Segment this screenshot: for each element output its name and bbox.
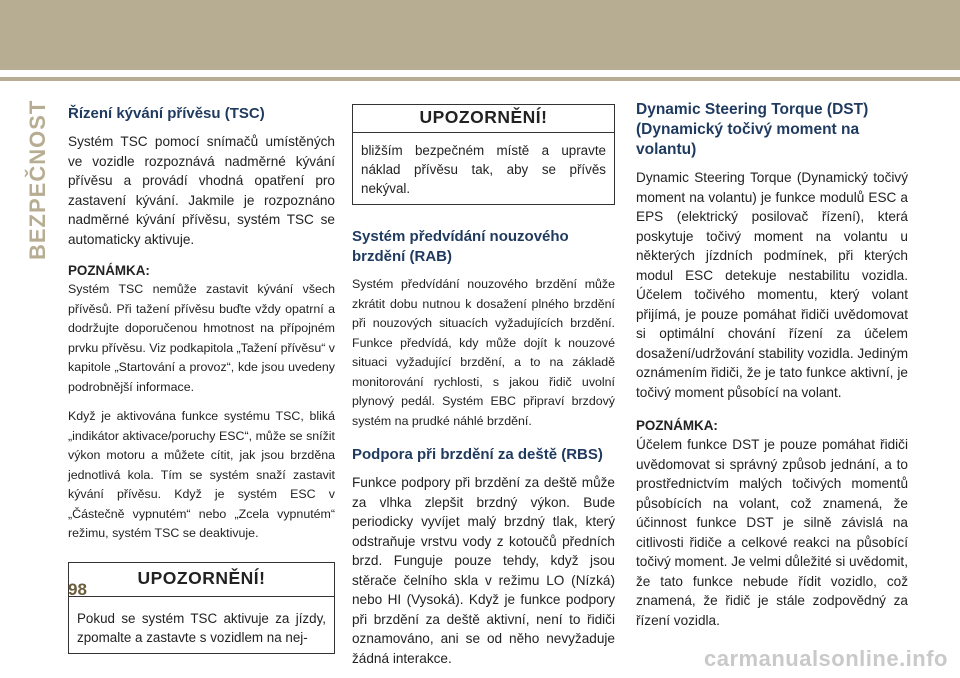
warning-box-continued [352,104,615,205]
warning-box [68,562,335,654]
dst-heading: Dynamic Steering Torque (DST) (Dynamický točivý moment na volantu) [636,101,869,158]
column-2 [352,104,615,668]
note-text: Systém TSC nemůže zastavit kývání všech přívěsů. Při tažení přívěsu buďte vždy opatrní a dodržujte doporučenou hmotnost na přípojném prvku přívěsu. Viz podkapitola „Tažení přívěsu“ v kapitole „Startování a provoz“, kde jsou uvedeny podrobnější informace. [68,282,335,394]
dst-note-text: Účelem funkce DST je pouze pomáhat řidiči uvědomovat si správný způsob jednání, a to prostřednictvím malých točivých momentů působících na volant, což znamená, že účinnost funkce DST je silně závislá na citlivosti řidiče a celkové reakci na působící točivý moment. Je velmi důležité si uvědomit, že tato funkce nebude řídit vozidlo, což znamená, že řidič je stále zodpovědný za řízení vozidla. [636,437,908,628]
tsc-heading: Řízení kývání přívěsu (TSC) [68,105,265,122]
warning-title: UPOZORNĚNÍ! [69,563,334,597]
rab-paragraph: Systém předvídání nouzového brzdění může zkrátit dobu nutnou k dosažení plného brzdění při nouzových situacích vyžadujících brzdění. Funkce předvídá, kdy může dojít k nouzové situaci vyžadující brzdění, a to na základě monitorování rychlosti, s jakou řidič uvolní plynový pedál. Systém EBC připraví brzdový systém na prudké náhlé brzdění. [352,277,615,428]
top-rule [0,77,960,81]
note-label: POZNÁMKA: [68,263,150,278]
page-number: 98 [68,580,87,599]
section-side-tab [25,99,51,260]
column-3 [636,100,908,630]
watermark: carmanualsonline.info [704,646,948,671]
rbs-paragraph: Funkce podpory při brzdění za deště může za vlhka zlepšit brzdný výkon. Bude periodicky vyvíjet malý brzdný tlak, který odstraňuje vrstvu vody z kotoučů předních brzd. Funguje pouze tehdy, když jsou stěrače čelního skla v režimu LO (Nízká) nebo HI (Vysoká). Když je funkce podpory při brzdění za deště aktivní, není to řidiči oznamováno, ani se od něho nevyžaduje žádná interakce. [352,475,615,666]
rab-heading: Systém předvídání nouzového brzdění (RAB) [352,228,569,265]
warning-text: Pokud se systém TSC aktivuje za jízdy, zpomalte a zastavte s vozidlem na nej- [77,610,326,645]
dst-paragraph: Dynamic Steering Torque (Dynamický točivý moment na volantu) je funkce modulů ESC a EPS (elektrický posilovač řízení), která poskytuje točivý moment na volantu u některých jízdních podmínek, při kterých modul ESC detekuje nestabilitu vozidla. Účelem točivého momentu, který volant přijímá, je pouze pomáhat řidiči uvědomovat si optimální chování řízení za účelem dosažení/udržování stability vozidla. Jediným oznámením řidiči, že je tato funkce aktivní, je točivý moment působící na volant. [636,170,909,400]
tsc-activation-paragraph: Když je aktivována funkce systému TSC, bliká „indikátor aktivace/poruchy ESC“, může se snížit výkon motoru a můžete cítit, jak jsou brzděna jednotlivá kola. Tím se systém snaží zastavit kývání přívěsu. Když je systém ESC v „Částečně vypnutém“ nebo „Zcela vypnutém“ režimu, systém TSC se deaktivuje. [68,409,335,540]
top-band [0,0,960,70]
tsc-paragraph: Systém TSC pomocí snímačů umístěných ve vozidle rozpoznává nadměrné kývání přívěsu a provádí vhodná opatření pro zastavení kývání. Jakmile je rozpoznáno nadměrné kývání přívěsu, systém TSC se automaticky aktivuje. [68,134,335,247]
column-1 [68,100,335,654]
rbs-heading: Podpora při brzdění za deště (RBS) [352,446,603,463]
warning-title: UPOZORNĚNÍ! [353,105,614,133]
warning-text: bližším bezpečném místě a upravte náklad přívěsu tak, aby se přívěs nekýval. [361,143,606,196]
side-tab-label: BEZPEČNOST [25,99,50,260]
note-label: POZNÁMKA: [636,418,718,433]
